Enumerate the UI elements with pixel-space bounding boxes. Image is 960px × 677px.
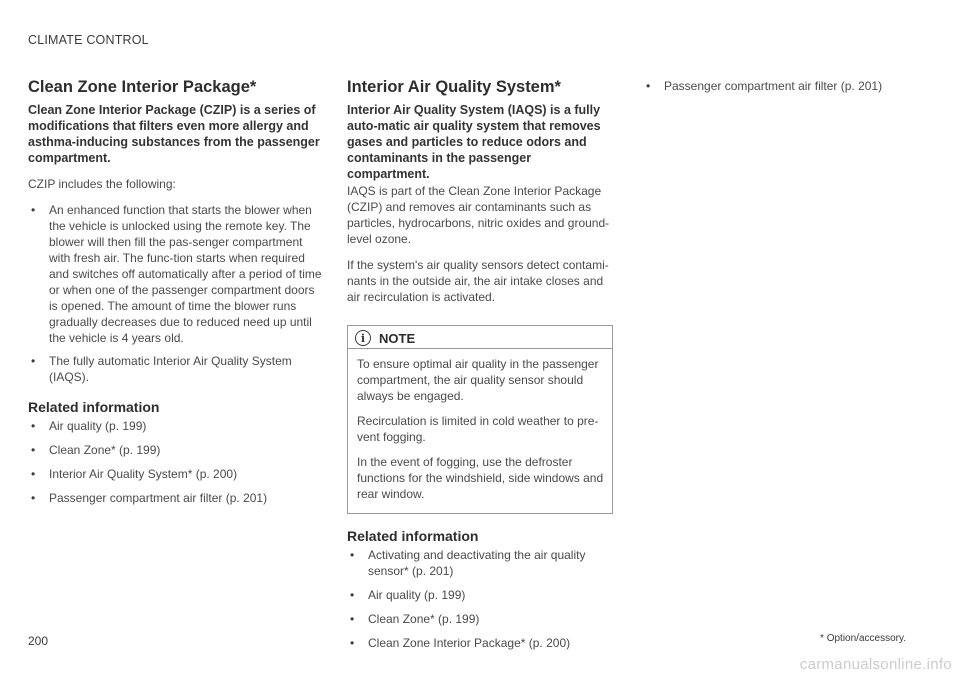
related-link-air-filter[interactable] — [643, 78, 933, 94]
note-box — [347, 325, 613, 514]
section-header: CLIMATE CONTROL — [28, 33, 149, 47]
czip-related-heading: Related information — [28, 399, 160, 415]
bullet-icon: • — [31, 203, 36, 217]
bullet-icon: • — [31, 467, 36, 481]
bullet-icon: • — [646, 79, 651, 93]
czip-feature-list — [28, 202, 324, 385]
link-text: Clean Zone* (p. 199) — [49, 443, 161, 457]
page-number: 200 — [28, 634, 49, 648]
bullet-icon: • — [350, 636, 355, 650]
iaqs-related-list — [347, 547, 613, 651]
note-header — [348, 326, 612, 349]
note-body — [348, 349, 612, 513]
related-link-air-filter[interactable] — [28, 490, 324, 506]
link-text: Air quality (p. 199) — [49, 419, 147, 433]
bullet-icon: • — [31, 354, 36, 368]
iaqs-paragraph-1: IAQS is part of the Clean Zone Interior Package (CZIP) and removes air contaminants such as particles, hydrocarbons, nitric oxides and ground-level ozone. — [347, 184, 610, 246]
related-link-iaqs[interactable] — [28, 466, 324, 482]
note-paragraph: To ensure optimal air quality in the passenger compartment, the air quality sensor should always be engaged. — [357, 357, 599, 403]
bullet-icon: • — [31, 491, 36, 505]
iaqs-paragraph-2: If the system's air quality sensors detect contami-nants in the outside air, the air intake closes and air recirculation is activated. — [347, 258, 609, 304]
list-item — [28, 202, 324, 346]
bullet-icon: • — [31, 419, 36, 433]
czip-intro: CZIP includes the following: — [28, 177, 176, 191]
related-link-air-quality[interactable] — [28, 418, 324, 434]
czip-title: Clean Zone Interior Package* — [28, 78, 257, 96]
column-iaqs — [347, 78, 613, 659]
link-text: Activating and deactivating the air quality sensor* (p. 201) — [368, 548, 586, 578]
list-item — [28, 353, 324, 385]
related-link-sensor[interactable] — [347, 547, 613, 579]
column-continued — [643, 78, 933, 102]
iaqs-related-heading: Related information — [347, 528, 479, 544]
list-item-text: The fully automatic Interior Air Quality System (IAQS). — [49, 354, 292, 384]
link-text: Passenger compartment air filter (p. 201) — [664, 79, 883, 93]
bullet-icon: • — [350, 588, 355, 602]
bullet-icon: • — [350, 612, 355, 626]
related-link-czip[interactable] — [347, 635, 613, 651]
related-link-air-quality[interactable] — [347, 587, 613, 603]
czip-lead: Clean Zone Interior Package (CZIP) is a series of modifications that filters even more allergy and asthma-inducing substances from the passenger compartment. — [28, 103, 320, 165]
related-link-clean-zone[interactable] — [347, 611, 613, 627]
iaqs-title: Interior Air Quality System* — [347, 78, 561, 96]
note-paragraph: In the event of fogging, use the defroster functions for the windshield, side windows and rear window. — [357, 455, 604, 501]
link-text: Clean Zone* (p. 199) — [368, 612, 480, 626]
list-item-text: An enhanced function that starts the blower when the vehicle is unlocked using the remote key. The blower will then fill the pas-senger compartment with fresh air. The func-tion starts when required and switches off automatically after a period of time or when one of the passenger compartment doors is opened. The amount of time the blower runs gradually decreases due to reduced need up until the vehicle is 4 years old. — [49, 203, 322, 345]
watermark: carmanualsonline.info — [799, 656, 952, 673]
continued-related-list — [643, 78, 933, 94]
note-paragraph: Recirculation is limited in cold weather to pre-vent fogging. — [357, 414, 599, 444]
link-text: Air quality (p. 199) — [368, 588, 466, 602]
column-czip — [28, 78, 324, 514]
czip-related-list — [28, 418, 324, 506]
info-icon: i — [355, 330, 371, 346]
bullet-icon: • — [350, 548, 355, 562]
link-text: Clean Zone Interior Package* (p. 200) — [368, 636, 571, 650]
note-title: NOTE — [379, 330, 416, 346]
bullet-icon: • — [31, 443, 36, 457]
iaqs-lead: Interior Air Quality System (IAQS) is a fully auto-matic air quality system that removes gases and particles to reduce odors and contaminants in the passenger compartment. — [347, 103, 601, 181]
footnote: * Option/accessory. — [820, 633, 906, 644]
link-text: Interior Air Quality System* (p. 200) — [49, 467, 238, 481]
link-text: Passenger compartment air filter (p. 201) — [49, 491, 268, 505]
related-link-clean-zone[interactable] — [28, 442, 324, 458]
